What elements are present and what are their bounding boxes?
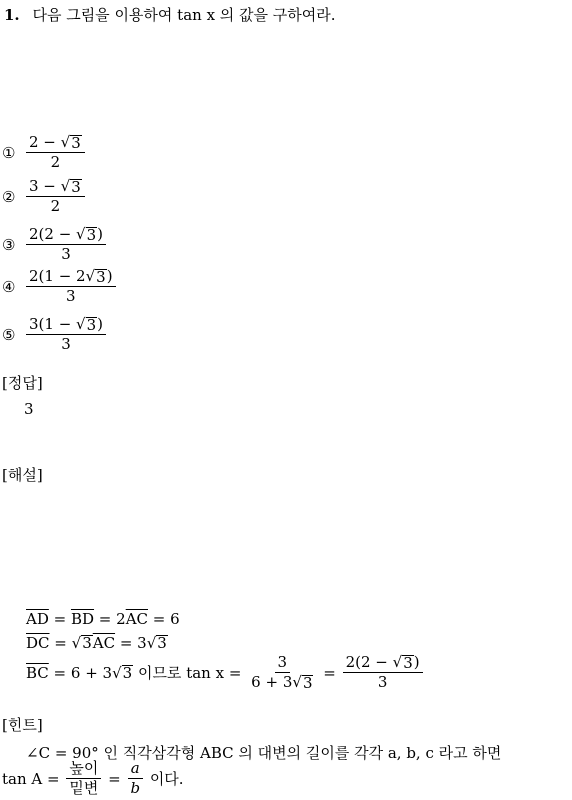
choice-fraction: [26, 226, 106, 264]
numerator: 2(1 − 2 √ 3 ): [26, 268, 116, 287]
explanation-line-1: [26, 610, 180, 628]
fraction: [66, 760, 101, 798]
hint-line-1: ∠C = 90° 인 직각삼각형 ABC 의 대변의 길이를 각각 a, b, c 라고 하면: [26, 744, 502, 762]
choice-item: [2, 178, 87, 216]
segment-ad: $\overline{AD}$: [26, 610, 49, 628]
radicand: 3: [122, 664, 133, 682]
answer-value: 3: [24, 400, 34, 418]
explanation-line-2: [26, 634, 168, 652]
segment-dc: $\overline{DC}$: [26, 634, 50, 652]
sqrt-symbol: √ 3: [60, 133, 81, 152]
answer-heading: [정답]: [2, 374, 43, 392]
sqrt-symbol: √ 3: [112, 663, 133, 682]
denominator: 밑변: [69, 779, 99, 798]
denominator: 3: [377, 673, 388, 692]
denominator: 3: [61, 335, 71, 354]
denominator: 3: [61, 245, 71, 264]
hint-heading: [힌트]: [2, 716, 43, 734]
numerator: 3 − √ 3: [26, 178, 85, 197]
denominator: 2: [50, 197, 61, 216]
equals-sign: =: [49, 634, 72, 652]
denominator: 3: [66, 287, 76, 306]
numerator: 2(2 − √ 3 ): [343, 654, 423, 673]
explanation-line-3: [26, 654, 425, 692]
equals-sign: =: [48, 610, 71, 628]
numerator: 2(2 − √ 3 ): [26, 226, 106, 245]
equals-sign: =: [103, 769, 126, 788]
choice-marker: ④: [2, 277, 16, 296]
numerator: a: [128, 760, 143, 779]
choice-item: [2, 316, 108, 354]
sqrt-symbol: √ 3: [71, 634, 92, 653]
equals-sign: = 2: [94, 610, 126, 628]
choice-marker: ⑤: [2, 325, 16, 344]
choice-fraction: [26, 268, 116, 306]
choice-fraction: [26, 134, 85, 172]
choice-marker: ③: [2, 235, 16, 254]
sqrt-symbol: √ 3: [76, 315, 97, 334]
denominator: 2: [50, 153, 61, 172]
numerator: 2 − √ 3: [26, 134, 85, 153]
equals-sign: = 3: [115, 634, 147, 652]
problem-number: 1.: [4, 6, 20, 24]
denominator: 6 + 3 √ 3: [251, 673, 313, 692]
equation-text: 이므로 tan x =: [133, 664, 247, 683]
problem-line: [4, 4, 336, 25]
sqrt-symbol: √ 3: [146, 634, 167, 653]
choice-fraction: [26, 178, 85, 216]
numerator: 높이: [66, 760, 101, 779]
radicand: 3: [82, 634, 92, 653]
choice-marker: ②: [2, 187, 16, 206]
numerator: 3(1 − √ 3 ): [26, 316, 106, 335]
explanation-heading: [해설]: [2, 466, 43, 484]
fraction: [343, 654, 423, 692]
choice-item: [2, 226, 108, 264]
sqrt-symbol: √ 3: [85, 267, 106, 286]
segment-ac: $\overline{AC}$: [125, 610, 148, 628]
hint-tail: 이다.: [145, 770, 184, 789]
problem-statement: 다음 그림을 이용하여 tan x 의 값을 구하여라.: [32, 6, 336, 24]
hint-line-2: [2, 760, 184, 798]
sqrt-symbol: √ 3: [76, 225, 97, 244]
choice-fraction: [26, 316, 106, 354]
tan-label: tan A =: [2, 769, 65, 788]
fraction: [127, 760, 143, 798]
segment-ac: $\overline{AC}$: [92, 634, 116, 652]
equation-part: = 6 + 3: [48, 663, 113, 682]
choice-item: [2, 134, 87, 172]
equals-value: = 6: [148, 610, 180, 628]
fraction: [248, 654, 316, 692]
segment-bc: $\overline{BC}$: [26, 663, 49, 682]
sqrt-symbol: √ 3: [60, 177, 81, 196]
segment-bd: $\overline{BD}$: [70, 610, 95, 628]
equals-sign: =: [318, 663, 341, 682]
choice-marker: ①: [2, 143, 16, 162]
denominator: b: [130, 779, 141, 798]
choice-item: [2, 268, 118, 306]
numerator: 3: [275, 654, 291, 673]
radicand: 3: [157, 634, 167, 653]
